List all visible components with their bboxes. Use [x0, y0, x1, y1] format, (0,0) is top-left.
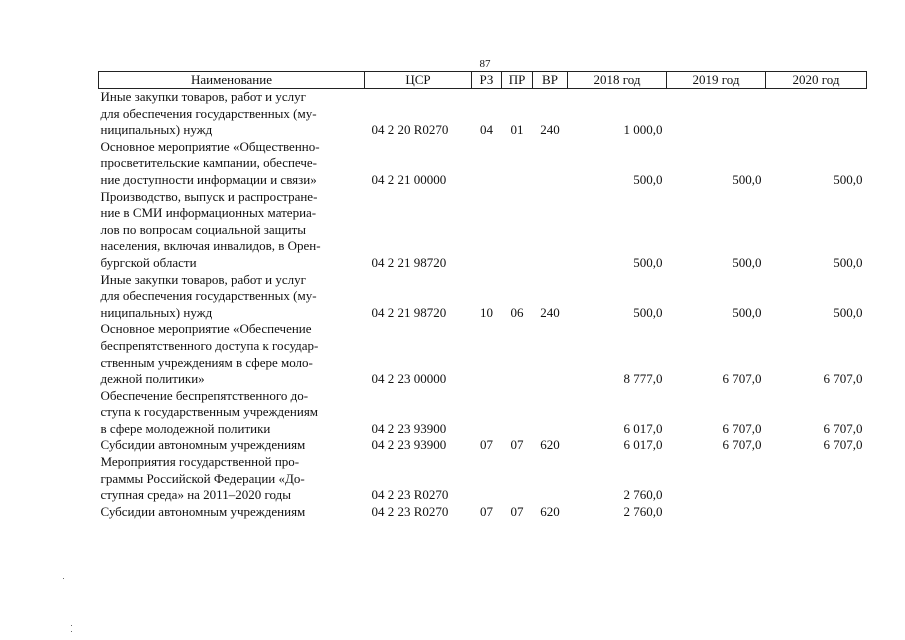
row-amount-2018: 500,0	[633, 171, 663, 187]
table-row	[99, 272, 867, 322]
row-vr	[533, 139, 568, 189]
row-csr: 04 2 23 R0270	[371, 487, 449, 503]
row-name	[99, 189, 365, 272]
row-name-line: дежной политики»	[100, 371, 205, 387]
row-csr: 04 2 23 00000	[371, 371, 447, 387]
row-pr	[502, 139, 533, 189]
row-amount-2020	[766, 89, 867, 139]
row-name	[99, 272, 365, 322]
row-vr: 620	[540, 437, 560, 453]
row-name-line: Иные закупки товаров, работ и услуг	[100, 271, 306, 287]
row-pr	[502, 321, 533, 387]
row-csr: 04 2 21 98720	[371, 304, 447, 320]
row-pr	[502, 388, 533, 438]
row-csr: 04 2 23 R0270	[371, 503, 449, 519]
row-amount-2018: 500,0	[633, 304, 663, 320]
row-pr	[502, 189, 533, 272]
header-year-2018: 2018 год	[568, 72, 667, 89]
header-pr: ПР	[502, 72, 533, 89]
row-name	[99, 321, 365, 387]
table-row	[99, 504, 867, 521]
table-row	[99, 437, 867, 454]
row-name-line: Обеспечение беспрепятственного до-	[100, 387, 309, 403]
row-name-line: ственным учреждениям в сфере моло-	[100, 354, 313, 370]
row-amount-2019: 6 707,0	[722, 420, 762, 436]
row-pr: 07	[510, 503, 524, 519]
table-body	[99, 89, 867, 521]
header-year-2020: 2020 год	[766, 72, 867, 89]
row-name-line: Основное мероприятие «Обеспечение	[100, 321, 312, 337]
row-rz	[472, 321, 502, 387]
header-year-2019: 2019 год	[667, 72, 766, 89]
row-amount-2020	[766, 504, 867, 521]
budget-table	[98, 71, 867, 520]
row-pr: 07	[510, 437, 524, 453]
row-amount-2019: 500,0	[732, 304, 762, 320]
table-row	[99, 189, 867, 272]
row-amount-2018: 8 777,0	[623, 371, 663, 387]
row-amount-2018: 1 000,0	[623, 122, 663, 138]
table-row	[99, 321, 867, 387]
row-name-line: просветительские кампании, обеспече-	[100, 155, 318, 171]
row-rz	[472, 454, 502, 504]
row-name	[99, 454, 365, 504]
row-name-line: Иные закупки товаров, работ и услуг	[100, 89, 306, 104]
row-amount-2019	[667, 89, 766, 139]
row-vr: 620	[540, 503, 560, 519]
table-row	[99, 89, 867, 139]
scan-speck	[71, 631, 72, 632]
row-amount-2018: 6 017,0	[623, 437, 663, 453]
page-number: 87	[479, 58, 491, 70]
row-amount-2018: 500,0	[633, 254, 663, 270]
row-rz: 04	[480, 122, 493, 138]
row-name-line: лов по вопросам социальной защиты	[100, 221, 307, 237]
row-csr: 04 2 20 R0270	[371, 122, 449, 138]
scan-speck	[71, 625, 72, 626]
row-amount-2018: 6 017,0	[623, 420, 663, 436]
row-amount-2019	[667, 454, 766, 504]
row-name	[99, 89, 365, 139]
row-amount-2020	[766, 454, 867, 504]
row-name-line: в сфере молодежной политики	[100, 420, 271, 436]
scan-speck	[63, 578, 64, 579]
row-name-line: беспрепятственного доступа к государ-	[100, 337, 319, 353]
row-amount-2020: 6 707,0	[823, 420, 863, 436]
table-header	[99, 72, 867, 89]
row-rz: 10	[480, 304, 493, 320]
row-pr: 06	[510, 304, 524, 320]
row-name-line: для обеспечения государственных (му-	[100, 288, 317, 304]
row-pr	[502, 454, 533, 504]
row-rz	[472, 388, 502, 438]
row-amount-2019: 500,0	[732, 254, 762, 270]
row-name-line: Субсидии автономным учреждениям	[100, 437, 306, 453]
row-amount-2019: 6 707,0	[722, 371, 762, 387]
row-name-line: Основное мероприятие «Общественно-	[100, 138, 320, 154]
row-amount-2020: 500,0	[833, 304, 863, 320]
row-name-line: бургской области	[100, 254, 197, 270]
row-name-line: Субсидии автономным учреждениям	[100, 503, 306, 519]
row-amount-2019	[667, 504, 766, 521]
row-name-line: ние в СМИ информационных материа-	[100, 205, 317, 221]
row-rz	[472, 189, 502, 272]
row-amount-2019: 500,0	[732, 171, 762, 187]
row-amount-2018: 2 760,0	[623, 487, 663, 503]
row-vr	[533, 189, 568, 272]
row-name-line: ступа к государственным учреждениям	[100, 404, 319, 420]
row-amount-2019: 6 707,0	[722, 437, 762, 453]
header-row	[99, 72, 867, 89]
row-name	[99, 139, 365, 189]
row-name-line: ступная среда» на 2011–2020 годы	[100, 487, 291, 503]
row-csr: 04 2 21 00000	[371, 171, 447, 187]
row-vr	[533, 321, 568, 387]
table-row	[99, 139, 867, 189]
row-amount-2020: 500,0	[833, 171, 863, 187]
header-rz: РЗ	[472, 72, 502, 89]
row-rz: 07	[480, 503, 493, 519]
row-amount-2018: 2 760,0	[623, 503, 663, 519]
row-amount-2020: 500,0	[833, 254, 863, 270]
row-name	[99, 388, 365, 438]
row-vr: 240	[540, 122, 560, 138]
row-amount-2020: 6 707,0	[823, 437, 863, 453]
row-csr: 04 2 23 93900	[371, 437, 447, 453]
row-name-line: ниципальных) нужд	[100, 304, 213, 320]
row-vr: 240	[540, 304, 560, 320]
row-name-line: Мероприятия государственной про-	[100, 454, 300, 470]
row-csr: 04 2 21 98720	[371, 254, 447, 270]
row-name	[99, 504, 365, 521]
row-csr: 04 2 23 93900	[371, 420, 447, 436]
row-name-line: ниципальных) нужд	[100, 122, 213, 138]
row-pr: 01	[510, 122, 524, 138]
header-vr: ВР	[533, 72, 568, 89]
row-name	[99, 437, 365, 454]
table-row	[99, 454, 867, 504]
table-row	[99, 388, 867, 438]
row-name-line: ние доступности информации и связи»	[100, 171, 317, 187]
row-vr	[533, 388, 568, 438]
row-rz	[472, 139, 502, 189]
row-name-line: для обеспечения государственных (му-	[100, 105, 317, 121]
header-csr: ЦСР	[365, 72, 472, 89]
row-amount-2020: 6 707,0	[823, 371, 863, 387]
header-name: Наименование	[99, 72, 365, 89]
row-rz: 07	[480, 437, 493, 453]
row-name-line: граммы Российской Федерации «До-	[100, 470, 305, 486]
row-vr	[533, 454, 568, 504]
row-name-line: Производство, выпуск и распростране-	[100, 188, 318, 204]
row-name-line: населения, включая инвалидов, в Орен-	[100, 238, 321, 254]
